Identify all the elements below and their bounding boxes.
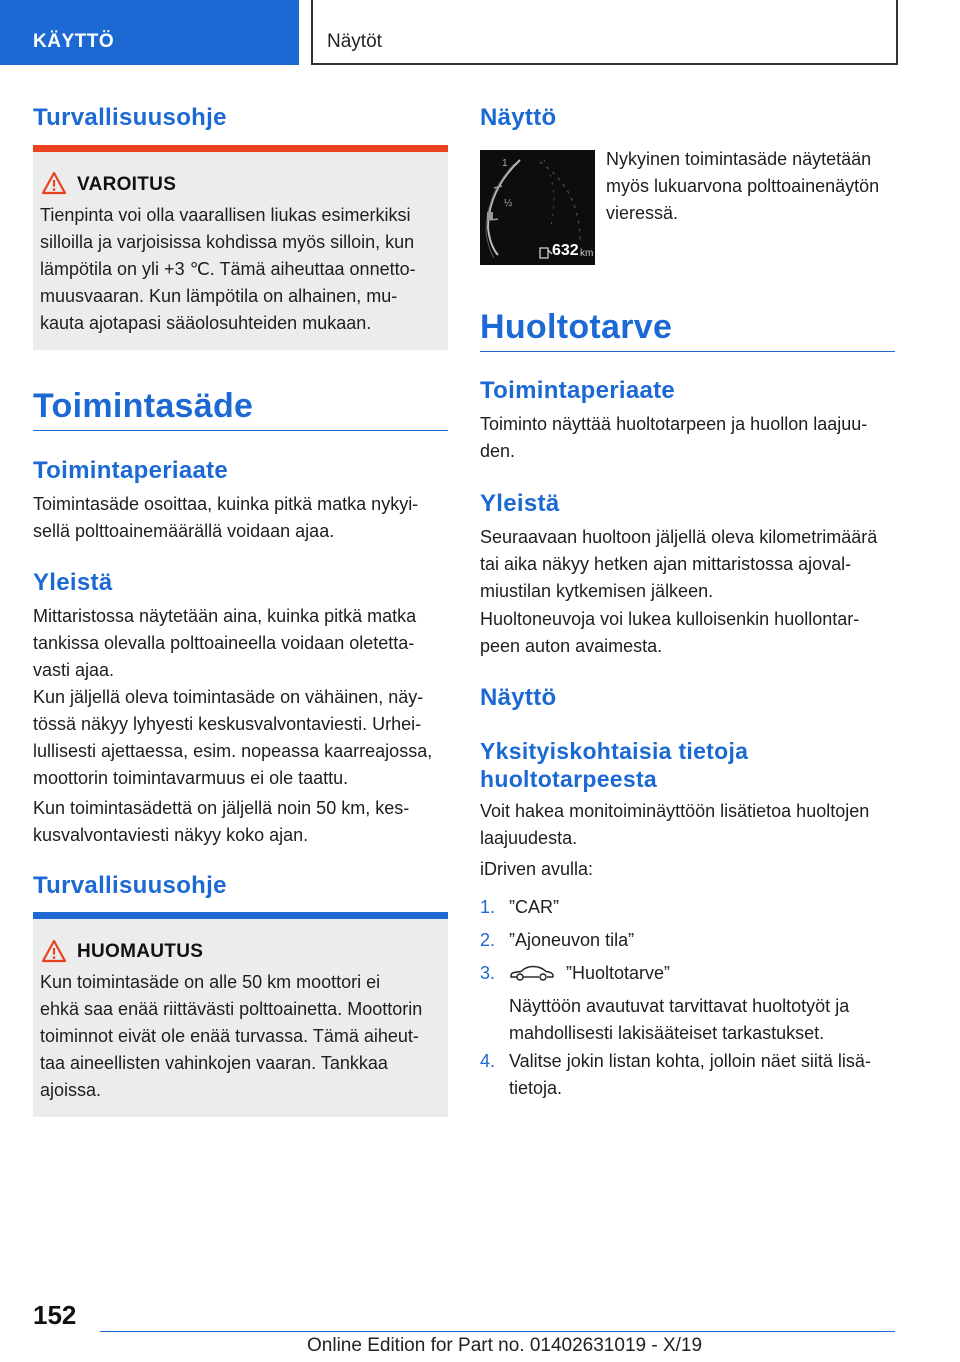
idrive-paragraph: iDriven avulla:	[480, 859, 594, 879]
list-subtext	[509, 993, 895, 1047]
warning-box	[33, 152, 448, 350]
warning-line: kauta ajotapasi sääolosuhteiden mukaan.	[40, 313, 372, 333]
text-line: Kun jäljellä oleva toimintasäde on vähäinen, näy-	[33, 687, 424, 707]
notice-rule	[33, 912, 448, 919]
text-line: tankissa olevalla polttoaineella voidaan oletetta-	[33, 633, 415, 653]
text-line: Seuraavaan huoltoon jäljellä oleva kilometrimäärä	[480, 527, 878, 547]
warning-line: silloilla ja varjoisissa kohdissa myös silloin, kun	[40, 232, 415, 252]
list-text: ”CAR”	[509, 897, 559, 917]
service-heading: Huoltotarve	[480, 308, 673, 346]
section-tab-label: KÄYTTÖ	[33, 31, 115, 52]
text-line: kusvalvontaviesti näkyy koko ajan.	[33, 825, 309, 845]
warning-triangle-icon	[41, 939, 67, 963]
text-line: miustilan kytkemisen jälkeen.	[480, 581, 714, 601]
warning-rule	[33, 145, 448, 152]
text-line: Kun toimintasädettä on jäljellä noin 50 km, kes-	[33, 798, 410, 818]
notice-line: Kun toimintasäde on alle 50 km moottori ei	[40, 972, 381, 992]
text-line: vieressä.	[606, 203, 679, 223]
warning-line: lämpötila on yli +3 ℃. Tämä aiheuttaa onnetto-	[40, 259, 416, 279]
text-line: tössä näkyy lyhyesti keskusvalvontaviesti. Urhei-	[33, 714, 422, 734]
warning-line: muusvaaran. Kun lämpötila on alhainen, mu-	[40, 286, 398, 306]
list-number: 3.	[480, 963, 496, 983]
general-heading: Yleistä	[480, 490, 560, 517]
heading-rule	[480, 351, 895, 352]
text-line: Voit hakea monitoiminäyttöön lisätietoa huoltojen	[480, 801, 870, 821]
text-line: Nykyinen toimintasäde näytetään	[606, 149, 872, 169]
principle-paragraph	[33, 491, 418, 545]
notice-box	[33, 919, 448, 1117]
edition-text: Online Edition for Part no. 01402631019 - X/19	[307, 1335, 703, 1356]
text-line: sellä polttoainemäärällä voidaan ajaa.	[33, 521, 335, 541]
notice-line: taa aineellisten vahinkojen vaaran. Tankkaa	[40, 1053, 388, 1073]
safety-heading-2: Turvallisuusohje	[33, 872, 227, 899]
text-line: lullisesti ajettaessa, esim. nopeassa kaarreajossa,	[33, 741, 433, 761]
warning-title: VAROITUS	[77, 174, 177, 195]
details-heading	[480, 737, 748, 793]
text-line: laajuudesta.	[480, 828, 578, 848]
general-paragraph-1	[33, 603, 416, 684]
notice-line: ajoissa.	[40, 1080, 102, 1100]
principle-heading: Toimintaperiaate	[33, 457, 229, 484]
display-paragraph	[606, 146, 879, 227]
car-icon	[509, 964, 555, 982]
list-text: ”Huoltotarve”	[566, 963, 671, 983]
section-title: Näytöt	[327, 31, 382, 52]
text-line: moottorin toimintavarmuus ei ole taattu.	[33, 768, 349, 788]
page-number: 152	[33, 1300, 77, 1330]
warning-triangle-icon	[41, 171, 67, 195]
notice-title: HUOMAUTUS	[77, 941, 204, 962]
principle-paragraph	[480, 411, 867, 465]
display-heading-2: Näyttö	[480, 684, 557, 711]
gauge-tick-mid: ½	[504, 198, 513, 209]
list-text: ”Ajoneuvon tila”	[509, 930, 635, 950]
general-paragraph-3	[33, 795, 409, 849]
text-line: tai aika näkyy hetken ajan mittaristossa ajoval-	[480, 554, 852, 574]
principle-heading: Toimintaperiaate	[480, 377, 676, 404]
list-number: 4.	[480, 1051, 496, 1071]
text-line: tietoja.	[509, 1078, 563, 1098]
fuel-gauge-image	[480, 150, 595, 265]
notice-line: toiminnot eivät ole enää turvassa. Tämä aiheut-	[40, 1026, 419, 1046]
notice-text	[40, 969, 445, 1104]
general-paragraph-2	[480, 606, 859, 660]
display-heading: Näyttö	[480, 104, 557, 131]
text-line: peen auton avaimesta.	[480, 636, 663, 656]
text-line: den.	[480, 441, 516, 461]
details-paragraph	[480, 798, 869, 852]
text-line: vasti ajaa.	[33, 660, 115, 680]
notice-line: ehkä saa enää riittävästi polttoainetta. Moottorin	[40, 999, 423, 1019]
warning-line: Tienpinta voi olla vaarallisen liukas esimerkiksi	[40, 205, 411, 225]
safety-heading: Turvallisuusohje	[33, 104, 227, 131]
section-title-box	[311, 0, 898, 65]
footer-rule	[100, 1331, 895, 1332]
heading-rule	[33, 430, 448, 431]
general-heading: Yleistä	[33, 569, 113, 596]
text-line: Mittaristossa näytetään aina, kuinka pitkä matka	[33, 606, 417, 626]
range-heading: Toimintasäde	[33, 387, 254, 425]
list-item	[480, 960, 895, 1060]
heading-line: Yksityiskohtaisia tietoja	[480, 738, 749, 764]
text-line: Näyttöön avautuvat tarvittavat huoltotyöt ja	[509, 996, 850, 1016]
text-line: Huoltoneuvoja voi lukea kulloisenkin huollontar-	[480, 609, 860, 629]
general-paragraph-1	[480, 524, 877, 605]
text-line: Toimintasäde osoittaa, kuinka pitkä matka nykyi-	[33, 494, 419, 514]
heading-line: huoltotarpeesta	[480, 766, 658, 792]
list-text	[509, 1048, 895, 1102]
range-value: 632	[552, 242, 579, 259]
list-number: 2.	[480, 930, 496, 950]
text-line: Toiminto näyttää huoltotarpeen ja huollon laajuu-	[480, 414, 868, 434]
text-line: mahdollisesti lakisääteiset tarkastukset.	[509, 1023, 825, 1043]
section-tab	[0, 0, 299, 65]
text-line: Valitse jokin listan kohta, jolloin näet siitä lisä-	[509, 1051, 871, 1071]
general-paragraph-2	[33, 684, 432, 792]
gauge-tick-top: 1	[502, 158, 508, 169]
list-number: 1.	[480, 897, 496, 917]
range-unit: km	[580, 248, 594, 259]
text-line: myös lukuarvona polttoainenäytön	[606, 176, 880, 196]
warning-text	[40, 202, 445, 337]
